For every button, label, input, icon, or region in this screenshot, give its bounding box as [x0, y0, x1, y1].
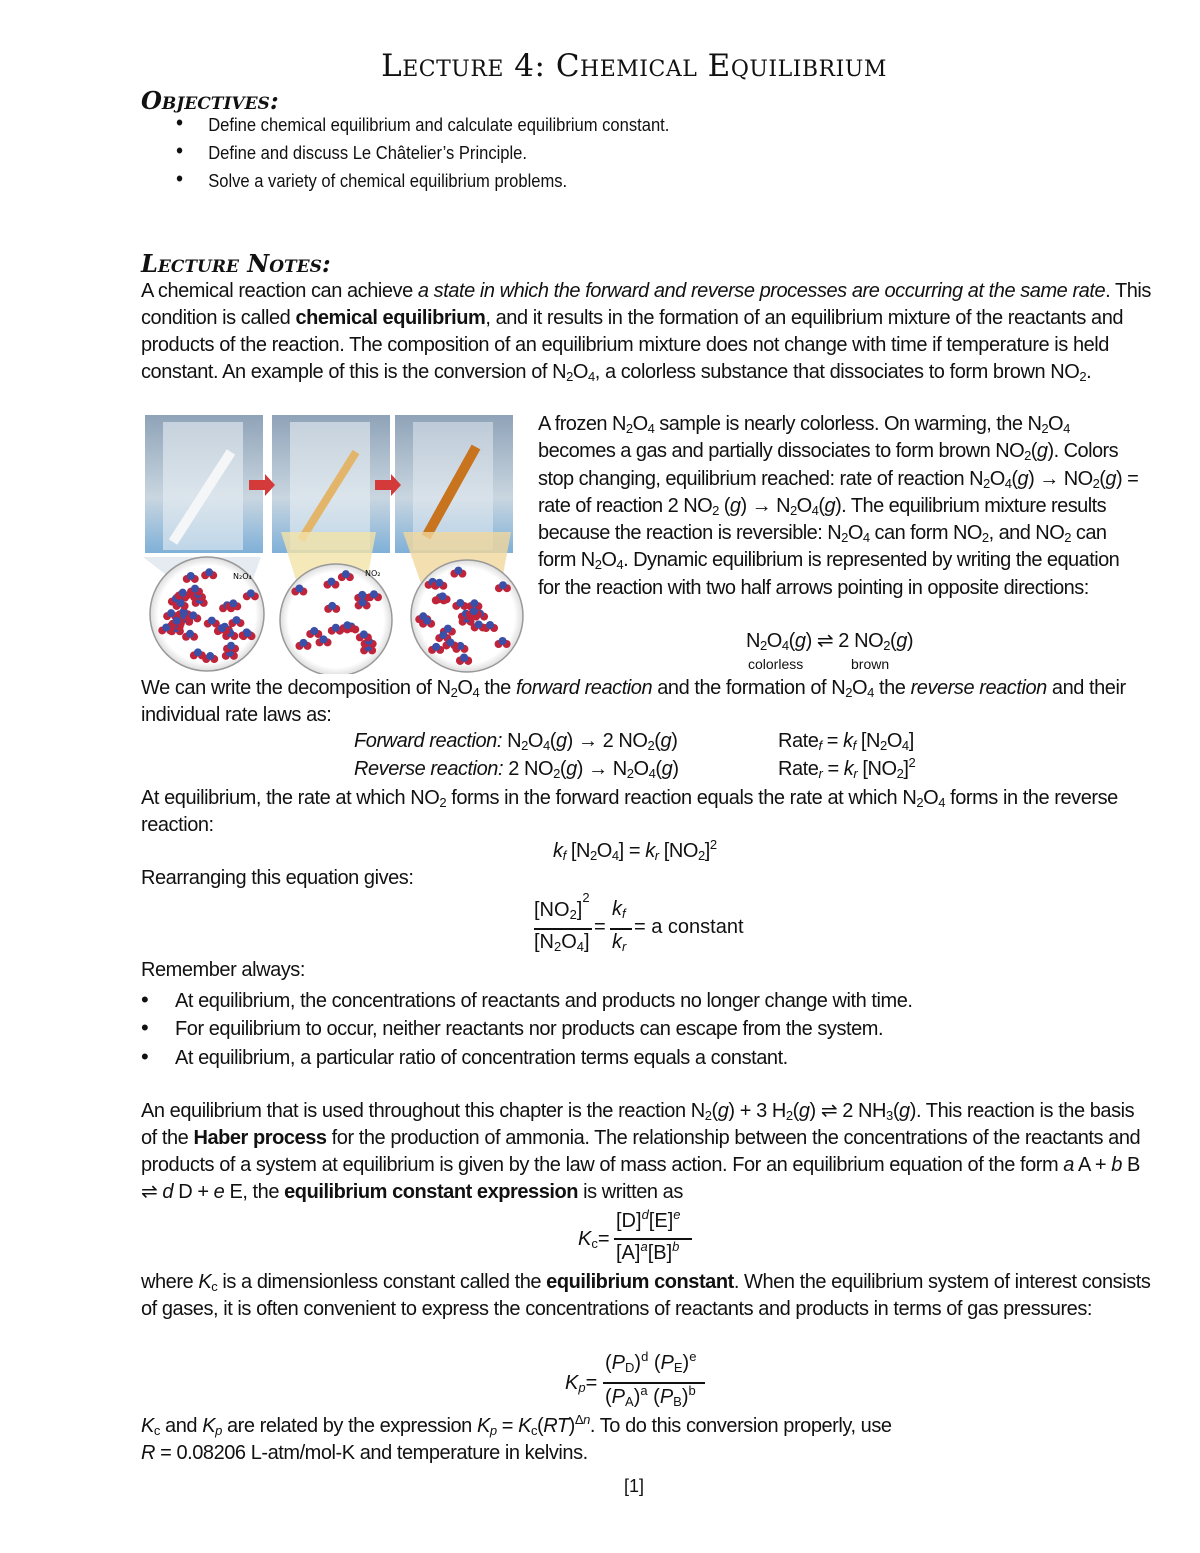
figure-label-no2: NO₂ — [365, 569, 381, 578]
molecule-atom — [320, 635, 328, 643]
rearranging-label: Rearranging this equation gives: — [141, 867, 414, 889]
page-title: Lecture 4: Chemical Equilibrium — [381, 48, 887, 84]
a-constant: = a constant — [634, 916, 744, 938]
molecule-atom — [206, 652, 214, 660]
molecule-atom — [167, 609, 175, 617]
reverse-rate: Rate$_r$ = $k_r$ $[NO_2]^2$ — [778, 755, 916, 781]
molecule-atom — [439, 592, 447, 600]
molecule-atom — [194, 648, 202, 656]
molecule-atom — [446, 638, 454, 646]
conversion-paragraph: $K_c$ and $K_p$ are related by the expression $K_p = K_c(RT)^{\Delta n}$. To do this conversion properly, use R = 0.08206 L-atm/mol-K and temperature in kelvins. — [141, 1412, 892, 1464]
label-brown: brown — [851, 656, 890, 672]
molecule-atom — [186, 630, 194, 638]
molecule-atom — [475, 620, 483, 628]
molecule-atom — [205, 568, 213, 576]
equilibrium-equation: $N_2O_4(g)$ ⇌ 2 $NO_2(g)$ — [746, 630, 914, 653]
objectives-heading: Objectives: — [141, 86, 279, 115]
list-item: • At equilibrium, a particular ratio of concentration terms equals a constant. — [141, 1044, 788, 1069]
forward-rate: Rate$_f$ = $k_f$ $[N_2O_4]$ — [778, 730, 914, 753]
molecule-atom — [460, 654, 468, 662]
list-item: • Define and discuss Le Châtelier’s Principle. — [176, 141, 669, 169]
molecule-atom — [232, 616, 240, 624]
molecule-atom — [444, 625, 452, 633]
molecule-atom — [332, 624, 340, 632]
molecule-atom — [435, 579, 443, 587]
molecule-atom — [432, 643, 440, 651]
molecule-atom — [191, 585, 199, 593]
rate-equality: $k_f$ $[N_2O_4] = k_r$ $[NO_2]^2$ — [553, 837, 717, 863]
molecule-atom — [227, 642, 235, 650]
molecule-atom — [299, 639, 307, 647]
list-item: • For equilibrium to occur, neither reactants nor products can escape from the system. — [141, 1015, 884, 1040]
molecule-atom — [499, 637, 507, 645]
molecule-atom — [360, 630, 368, 638]
molecule-atom — [189, 611, 197, 619]
molecule-atom — [499, 581, 507, 589]
molecule-atom — [173, 617, 181, 625]
equilibrium-figure — [141, 412, 531, 674]
list-item: • Define chemical equilibrium and calculate equilibrium constant. — [176, 113, 669, 141]
objectives-list — [176, 113, 669, 197]
molecule-atom — [218, 624, 226, 632]
molecule-atom — [470, 607, 478, 615]
molecule-atom — [187, 572, 195, 580]
molecule-atom — [295, 585, 303, 593]
list-item: • Solve a variety of chemical equilibrium problems. — [176, 169, 669, 197]
molecule-atom — [310, 627, 318, 635]
molecule-atom — [177, 599, 185, 607]
molecule-atom — [244, 629, 252, 637]
ratio-equation: $[NO_2]^2$ $[N_2O_4]$ = $k_f$ $k_r$ = a constant — [534, 890, 744, 954]
remember-label: Remember always: — [141, 959, 305, 981]
molecule-atom — [327, 578, 335, 586]
page-number: [1] — [623, 1476, 644, 1496]
molecule-atom — [456, 599, 464, 607]
molecule-atom — [208, 617, 216, 625]
molecule-atom — [470, 599, 478, 607]
haber-paragraph: An equilibrium that is used throughout this chapter is the reaction $N_2(g) + 3$ $H_2(g)$ ⇌ 2 $NH_3(g)$. This reaction is the basis of the Haber process for the production of ammonia. The relationship between the concentrations of the reactants and products of a system at equilibrium is given by the law of mass action. For an equilibrium equation of the form a A + b B ⇌ d D + e E, the equilibrium constant expression is written as — [141, 1100, 1141, 1203]
rate-law-paragraph: We can write the decomposition of $N_2O_4$ the forward reaction and the formation of $N_2O_4$ the reverse reaction and their individual rate laws as: — [141, 677, 1126, 726]
figure-description: A frozen $N_2O_4$ sample is nearly colorless. On warming, the $N_2O_4$ becomes a gas and partially dissociates to form brown $NO_2(g)$. Colors stop changing, equilibrium reached: rate of reaction $N_2O_4(g) \to NO_2(g)$ = rate of reaction 2 $NO_2$ $(g) \to N_2O_4(g)$. The equilibrium mixture results because the reaction is reversible: $N_2O_4$ can form $NO_2$, and $NO_2$ can form $N_2O_4$. Dynamic equilibrium is represented by writing the equation for the reaction with two half arrows pointing in opposite directions: — [538, 413, 1139, 599]
molecule-atom — [423, 617, 431, 625]
molecule-atom — [358, 591, 366, 599]
forward-reaction: Forward reaction: $N_2O_4(g) \to 2$ $NO_2(g)$ — [354, 730, 678, 753]
molecule-atom — [439, 631, 447, 639]
kp-expression: $K_p=$ $(P_D)^d$ $(P_E)^e$ $(P_A)^a$ $(P_B)^b$ — [565, 1350, 725, 1414]
notes-heading: Lecture Notes: — [141, 249, 331, 278]
molecule-atom — [342, 570, 350, 578]
molecule-atom — [486, 621, 494, 629]
molecule-atom — [359, 598, 367, 606]
label-colorless: colorless — [748, 656, 804, 672]
figure-label-n2o4: N₂O₄ — [233, 572, 252, 581]
molecule-atom — [328, 602, 336, 610]
equal-rates-paragraph: At equilibrium, the rate at which $NO_2$ forms in the forward reaction equals the rate at which $N_2O_4$ forms in the reverse reaction: — [141, 787, 1118, 836]
molecule-atom — [229, 599, 237, 607]
reverse-reaction: Reverse reaction: 2 $NO_2(g) \to N_2O_4(g)$ — [354, 758, 679, 781]
list-item: • At equilibrium, the concentrations of reactants and products no longer change with time. — [141, 987, 913, 1012]
kc-expression: $K_c=$ $[D]^d[E]^e$ $[A]^a[B]^b$ — [578, 1208, 708, 1272]
molecule-disc-2 — [280, 564, 392, 674]
molecule-atom — [370, 590, 378, 598]
molecule-atom — [179, 589, 187, 597]
molecule-atom — [247, 589, 255, 597]
molecule-atom — [343, 621, 351, 629]
vial-panel-1 — [145, 415, 263, 553]
molecule-atom — [454, 567, 462, 575]
kc-paragraph: where $K_c$ is a dimensionless constant called the equilibrium constant. When the equilibrium system of interest consists of gases, it is often convenient to express the concentrations of reactants and products in terms of gas pressures: — [141, 1271, 1151, 1320]
intro-paragraph: A chemical reaction can achieve a state in which the forward and reverse processes are occurring at the same rate. This condition is called chemical equilibrium, and it results in the formation of an equilibrium mixture of the reactants and products of the reaction. The composition of an equilibrium mixture does not change with time if temperature is held constant. An example of this is the conversion of $N_2O_4$, a colorless substance that dissociates to form brown $NO_2$. — [141, 280, 1151, 384]
